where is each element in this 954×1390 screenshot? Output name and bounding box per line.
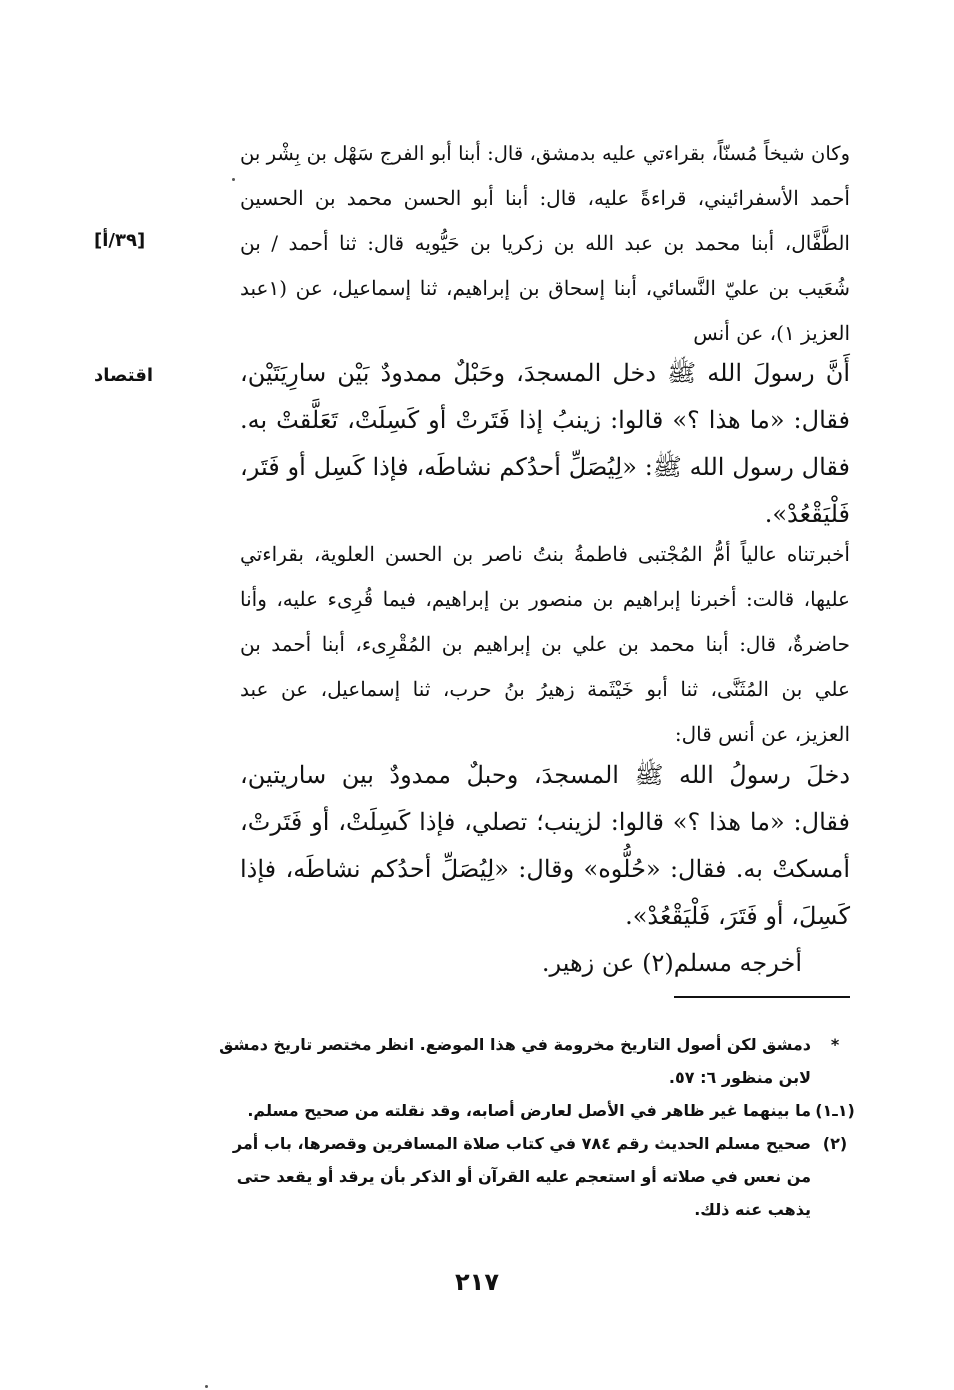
text-line: العزيز ١)، عن أنس xyxy=(693,321,850,345)
text-line: أَنَّ رسولَ الله ﷺ دخل المسجدَ، وحَبْلٌ ممدودٌ بَيْن سارِيَتَيْن، xyxy=(240,359,850,387)
footnote-text: صحيح مسلم الحديث رقم ٧٨٤ في كتاب صلاة المسافرين وقصرها، باب أمر من نعس في صلاته أو استعجم عليه القرآن أو الذكر بأن يرقد أو يقعد حتى يذهب عنه ذلك. xyxy=(232,1134,811,1219)
footnote-text: دمشق لكن أصول التاريخ مخرومة في هذا الموضع. انظر مختصر تاريخ دمشق لابن منظور ٦: ٥٧. xyxy=(219,1035,811,1087)
folio-marker: [٣٩/أ] xyxy=(94,230,146,251)
hadith-matn-1 xyxy=(240,350,850,538)
text-line: فَلْيَقْعُدْ». xyxy=(764,500,850,528)
text-line: دخلَ رسولُ الله ﷺ المسجدَ، وحبلٌ ممدودٌ بين ساريتين، xyxy=(240,761,850,789)
footnote-mark: * xyxy=(830,1035,840,1054)
text-line: أحمد الأسفرائيني، قراءةً عليه، قال: أبنا أبو الحسن محمد بن الحسين xyxy=(240,186,850,210)
text-line: أمسكتْ به. فقال: «حُلُّوه» وقال: «لِيُصَلِّ أحدُكم نشاطَه، فإذا xyxy=(240,855,850,883)
scan-speck xyxy=(232,178,235,181)
text-line: العزيز، عن أنس قال: xyxy=(674,722,850,746)
text-line: شُعَيب بن عليّ النَّسائي، أبنا إسحاق بن إبراهيم، ثنا إسماعيل، عن (١عبد xyxy=(240,276,850,300)
footnote-text: ما بينهما غير ظاهر في الأصل لعارض أصابه، وقد نقلته من صحيح مسلم. xyxy=(247,1101,811,1120)
footnote xyxy=(219,1094,859,1127)
text-line: فقال: «ما هذا ؟» قالوا: زينبُ إذا فَتَرتْ أو كَسِلَتْ، تَعَلَّقتْ به. xyxy=(240,406,850,434)
topic-heading: اقتصاد xyxy=(94,365,154,386)
hadith-matn-2 xyxy=(240,752,850,987)
footnote-mark: (٢) xyxy=(822,1134,848,1153)
text-line: كَسِلَ، أو فَتَرَ، فَلْيَقْعُدْ». xyxy=(625,902,850,930)
scan-speck xyxy=(205,1385,208,1388)
isnad-paragraph-2 xyxy=(240,532,850,757)
text-line: علي بن المُثَنَّى، ثنا أبو خَيْثَمة زهيرُ بنُ حرب، ثنا إسماعيل، عن عبد xyxy=(240,677,850,701)
text-line: عليها، قالت: أخبرنا إبراهيم بن منصور بن إبراهيم، فيما قُرِىء عليه، وأنا xyxy=(240,587,850,611)
text-line: وكان شيخاً مُسنّاً، بقراءتي عليه بدمشق، قال: أبنا أبو الفرج سَهْل بن بِشْر بن xyxy=(240,142,850,165)
footnotes xyxy=(219,1028,859,1226)
text-line: أخبرتناه عالياً أمُّ المُجْتبى فاطمةُ بنتُ ناصر بن الحسن العلوية، بقراءتي xyxy=(240,542,850,566)
isnad-paragraph-1 xyxy=(240,131,850,356)
footnote xyxy=(219,1028,859,1094)
footnote-divider xyxy=(674,996,850,998)
takhrij-line: أخرجه مسلم(٢) عن زهير. xyxy=(541,949,802,977)
footnote xyxy=(219,1127,859,1226)
text-line: فقال: «ما هذا ؟» قالوا: لزينب؛ تصلي، فإذا كَسِلَتْ، أو فَتَرتْ، xyxy=(240,808,850,836)
text-line: حاضرةٌ، قال: أبنا محمد بن علي بن إبراهيم بن المُقْرِىء، أبنا أحمد بن xyxy=(240,632,850,656)
text-line: فقال رسول الله ﷺ: «لِيُصَلِّ أحدُكم نشاطَه، فإذا كَسِل أو فَتَر، xyxy=(240,453,850,481)
text-line: الطَّفَّال، أبنا محمد بن عبد الله بن زكريا بن حَيُّويه قال: ثنا أحمد / بن xyxy=(240,231,850,255)
footnote-mark: (١ـ١) xyxy=(815,1101,855,1120)
page-number: ٢١٧ xyxy=(455,1268,499,1296)
